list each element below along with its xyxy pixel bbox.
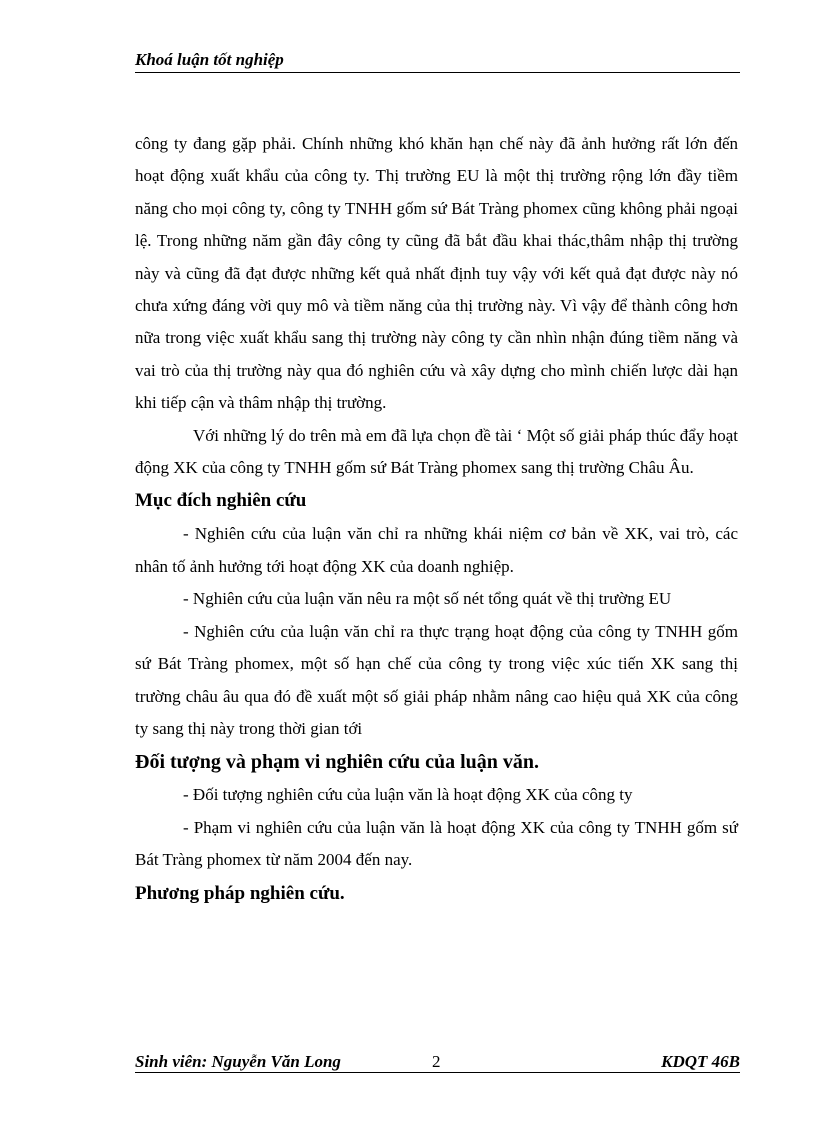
purpose-item-3: - Nghiên cứu của luận văn chỉ ra thực trạng hoạt động của công ty TNHH gốm sứ Bát Tràng phomex, một số hạn chế của công ty trong việc xúc tiến XK sang thị trường châu âu qua đó đề xuất một số giải pháp nhằm nâng cao hiệu quả XK của công ty sang thị này trong thời gian tới <box>135 621 738 738</box>
scope-item-2: - Phạm vi nghiên cứu của luận văn là hoạt động XK của công ty TNHH gốm sứ Bát Tràng phomex từ năm 2004 đến nay. <box>135 817 738 870</box>
document-body <box>135 128 738 911</box>
footer-class: KDQT 46B <box>661 1052 740 1071</box>
page-footer <box>135 1050 740 1073</box>
page-number: 2 <box>432 1052 441 1071</box>
header-title: Khoá luận tốt nghiệp <box>135 50 284 69</box>
paragraph-context: công ty đang gặp phải. Chính những khó khăn hạn chế này đã ảnh hưởng rất lớn đến hoạt động xuất khẩu của công ty. Thị trường EU là một thị trường rộng lớn đầy tiềm năng cho mọi công ty, công ty TNHH gốm sứ Bát Tràng phomex cũng không phải ngoại lệ. Trong những năm gần đây công ty cũng đã bắt đầu khai thác,thâm nhập thị trường này và cũng đã đạt được những kết quả nhất định tuy vậy với kết quả đạt được này nó chưa xứng đáng vời quy mô và tiềm năng của thị trường này. Vì vậy để thành công hơn nữa trong việc xuất khẩu sang thị trường này công ty cần nhìn nhận đúng tiềm năng và vai trò của thị trường này qua đó nghiên cứu và xây dựng cho mình chiến lược dài hạn khi tiếp cận và thâm nhập thị trường. <box>135 134 738 413</box>
heading-method: Phương pháp nghiên cứu. <box>135 882 345 904</box>
purpose-item-2: - Nghiên cứu của luận văn nêu ra một số nét tổng quát về thị trường EU <box>183 589 672 609</box>
heading-scope: Đối tượng và phạm vi nghiên cứu của luận văn. <box>135 751 540 774</box>
paragraph-topic: Với những lý do trên mà em đã lựa chọn đề tài ‘ Một số giải pháp thúc đẩy hoạt động XK của công ty TNHH gốm sứ Bát Tràng phomex sang thị trường Châu Âu. <box>135 425 738 478</box>
page-header <box>135 48 740 73</box>
heading-purpose: Mục đích nghiên cứu <box>135 490 307 512</box>
scope-item-1: - Đối tượng nghiên cứu của luận văn là hoạt động XK của công ty <box>183 785 633 805</box>
footer-student: Sinh viên: Nguyễn Văn Long <box>135 1052 341 1071</box>
purpose-item-1: - Nghiên cứu của luận văn chỉ ra những khái niệm cơ bản về XK, vai trò, các nhân tố ảnh hưởng tới hoạt động XK của doanh nghiệp. <box>135 524 738 576</box>
